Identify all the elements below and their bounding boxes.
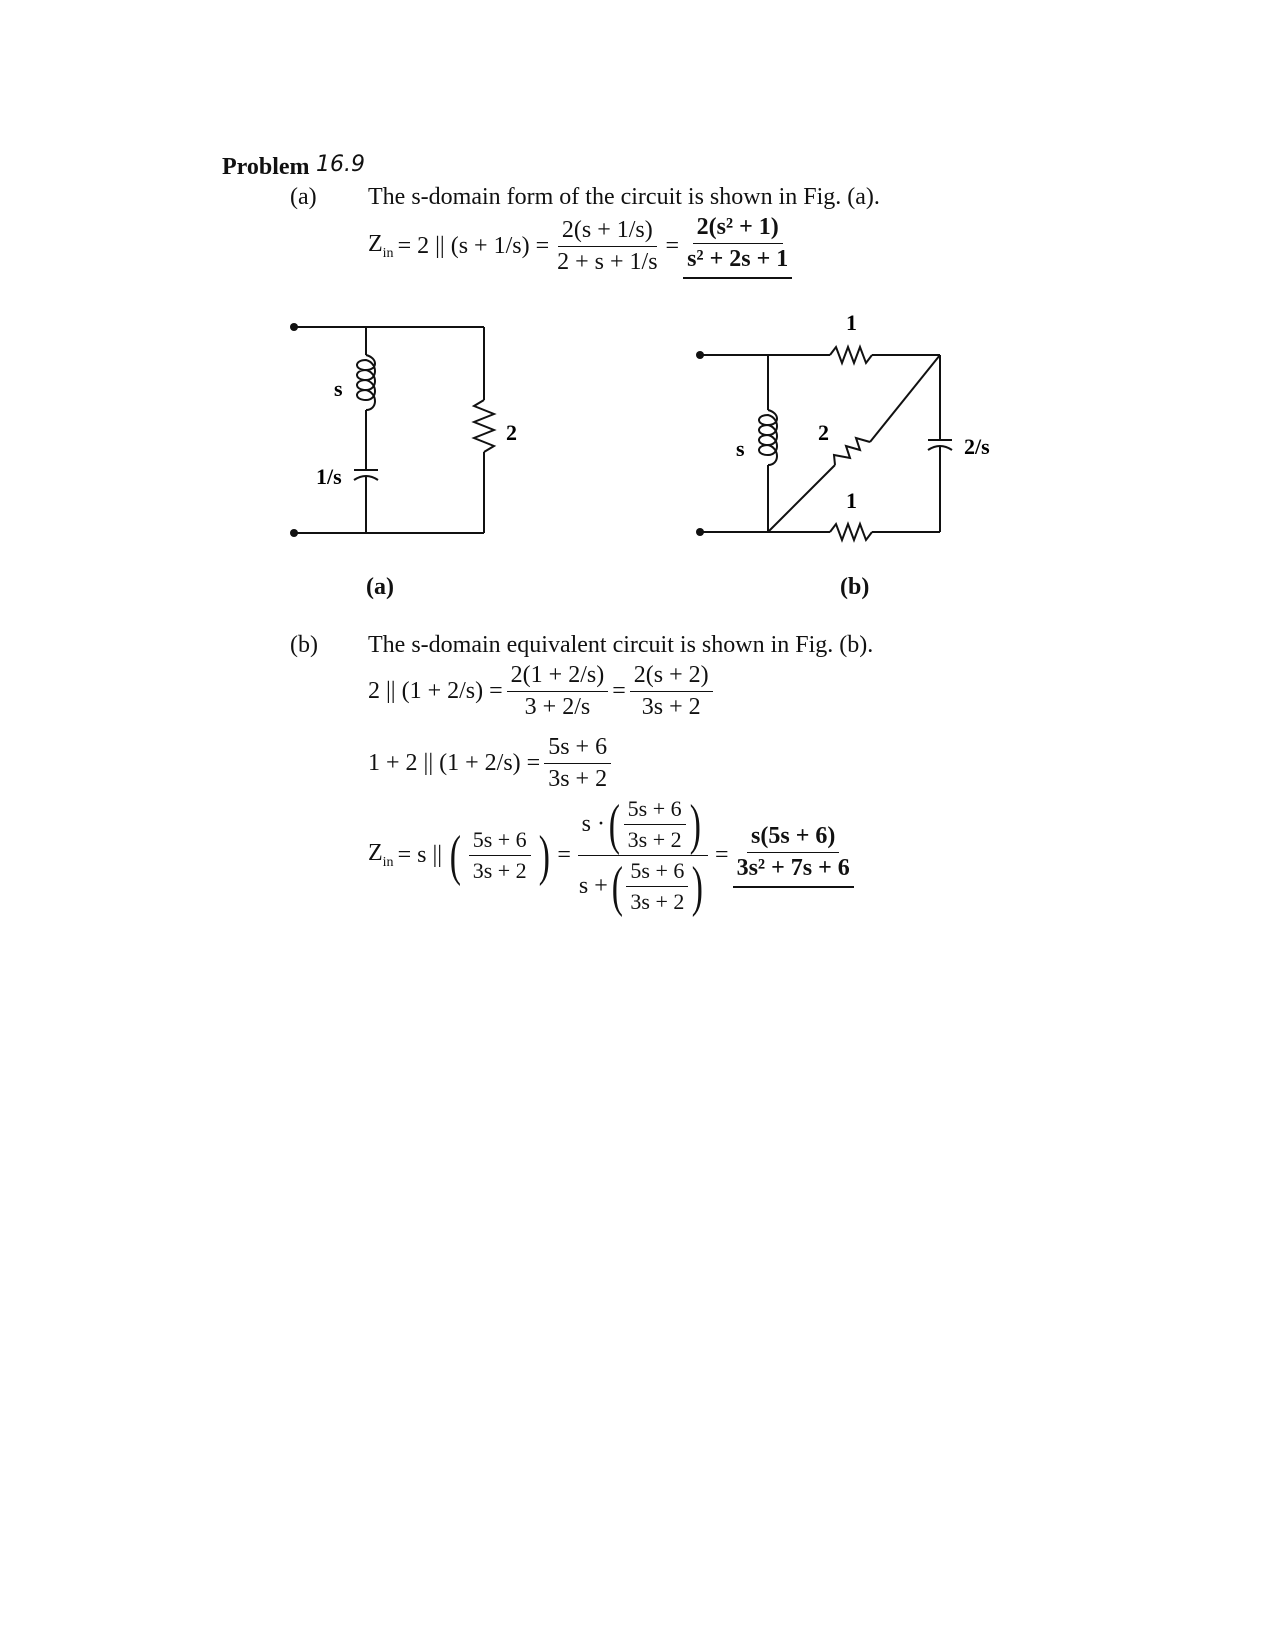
eq3-equals-2: =	[715, 842, 729, 868]
eq3-result-numerator: s(5s + 6)	[747, 823, 839, 853]
eq3-result-fraction	[733, 823, 854, 882]
eq3-equals-1: =	[557, 842, 571, 868]
eq2-lhs: 1 + 2 || (1 + 2/s) =	[368, 750, 541, 776]
zin-subscript: in	[382, 245, 394, 261]
part-b-equation-1	[368, 662, 717, 721]
eq3-den-inner-numerator: 5s + 6	[626, 858, 688, 887]
eq3-den-inner-fraction	[626, 858, 688, 915]
eq1-fraction-1	[507, 662, 609, 721]
figure-b-circuit	[680, 300, 1040, 600]
eq1-fraction-2-denominator: 3s + 2	[641, 694, 701, 720]
part-a-equation	[368, 214, 796, 279]
part-b-equation-2	[368, 734, 615, 793]
eq3-zin-subscript: in	[382, 854, 394, 870]
eq1-fraction-1-numerator: 2(1 + 2/s)	[507, 662, 609, 692]
figure-b-caption: (b)	[840, 574, 870, 600]
capacitor-label-b: 2/s	[964, 434, 990, 459]
inductor-label-a: s	[334, 376, 343, 401]
eq3-lhs-rest: = s ||	[397, 842, 443, 868]
eq3-inner-denominator: 3s + 2	[472, 858, 527, 883]
eq1-lhs: 2 || (1 + 2/s) =	[368, 678, 503, 704]
eq3-big-fraction	[575, 793, 711, 918]
left-paren: (	[449, 824, 461, 887]
fraction-1-numerator: 2(s + 1/s)	[558, 217, 657, 247]
problem-number: 16.9	[316, 152, 365, 177]
eq2-fraction	[544, 734, 611, 793]
eq1-fraction-2-numerator: 2(s + 2)	[630, 662, 713, 692]
eq1-fraction-1-denominator: 3 + 2/s	[524, 694, 591, 720]
zin-expression: = 2 || (s + 1/s) =	[397, 233, 550, 259]
resistor-label-a: 2	[506, 420, 517, 445]
underlined-result	[683, 214, 792, 279]
eq3-big-denominator	[575, 855, 711, 918]
fraction-2-numerator: 2(s² + 1)	[693, 214, 783, 244]
fraction-2	[683, 214, 792, 273]
eq3-num-inner-numerator: 5s + 6	[624, 796, 686, 825]
eq3-big-num-prefix: s ·	[581, 811, 605, 837]
equals-sign: =	[665, 233, 680, 259]
capacitor-label-a: 1/s	[316, 464, 342, 489]
part-a-intro: The s-domain form of the circuit is shown in Fig. (a).	[368, 184, 880, 210]
resistor-diag-label-b: 2	[818, 420, 829, 445]
fraction-1-denominator: 2 + s + 1/s	[557, 249, 658, 275]
problem-label: Problem	[222, 154, 310, 180]
part-b-marker: (b)	[290, 632, 318, 658]
eq1-equals: =	[612, 678, 626, 704]
den-right-paren: )	[692, 855, 704, 918]
zin-symbol: Z	[368, 231, 383, 258]
resistor-bottom-label-b: 1	[846, 488, 857, 513]
eq3-zin-symbol: Z	[368, 840, 383, 867]
num-right-paren: )	[689, 793, 701, 856]
eq3-inner-numerator: 5s + 6	[469, 827, 531, 856]
figure-a-circuit	[270, 300, 530, 610]
den-left-paren: (	[611, 855, 623, 918]
eq3-num-inner-fraction	[624, 796, 686, 853]
fraction-2-denominator: s² + 2s + 1	[687, 246, 789, 272]
figure-a-caption: (a)	[366, 574, 394, 600]
eq3-den-inner-denominator: 3s + 2	[630, 889, 685, 914]
eq2-fraction-numerator: 5s + 6	[544, 734, 611, 764]
part-b-intro: The s-domain equivalent circuit is shown in Fig. (b).	[368, 632, 874, 658]
eq1-fraction-2	[630, 662, 713, 721]
eq3-underlined-result	[733, 823, 854, 888]
part-a-marker: (a)	[290, 184, 317, 210]
resistor-top-label-b: 1	[846, 310, 857, 335]
eq3-num-inner-denominator: 3s + 2	[627, 827, 682, 852]
eq3-result-denominator: 3s² + 7s + 6	[736, 855, 850, 881]
inductor-label-b: s	[736, 436, 745, 461]
right-paren: )	[538, 824, 550, 887]
part-b-equation-3	[368, 793, 858, 918]
eq3-big-den-prefix: s +	[578, 873, 608, 899]
eq3-inner-fraction	[469, 827, 531, 884]
eq2-fraction-denominator: 3s + 2	[548, 766, 608, 792]
num-left-paren: (	[608, 793, 620, 856]
eq3-big-numerator	[578, 793, 709, 856]
fraction-1	[553, 217, 661, 276]
